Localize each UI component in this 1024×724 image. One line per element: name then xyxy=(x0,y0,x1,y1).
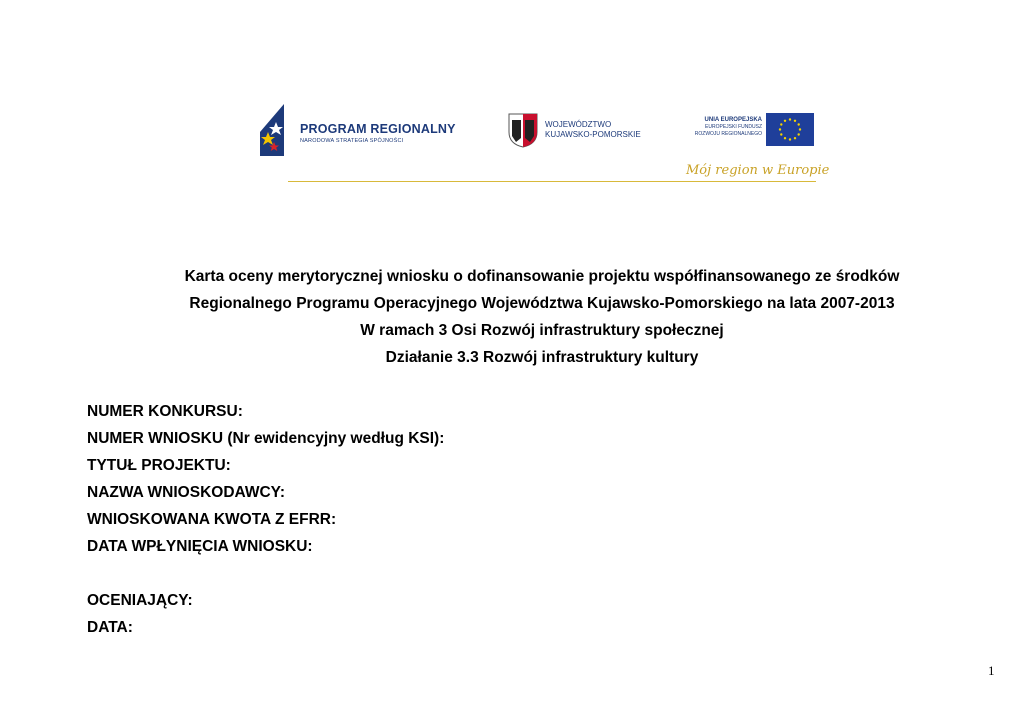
competition-number-label: NUMER KONKURSU: xyxy=(87,403,243,420)
program-title: PROGRAM REGIONALNY xyxy=(300,122,456,136)
applicant-name-label: NAZWA WNIOSKODAWCY: xyxy=(87,484,286,501)
header-divider xyxy=(288,181,816,182)
eu-line1: UNIA EUROPEJSKA xyxy=(704,117,762,123)
program-subtitle: NARODOWA STRATEGIA SPÓJNOŚCI xyxy=(300,138,404,144)
evaluator-label: OCENIAJĄCY: xyxy=(87,592,193,609)
title-line-4: Działanie 3.3 Rozwój infrastruktury kultury xyxy=(385,349,699,366)
receipt-date-label: DATA WPŁYNIĘCIA WNIOSKU: xyxy=(87,538,313,555)
coat-of-arms-icon xyxy=(507,112,539,148)
form-fields xyxy=(87,398,444,641)
title-line-3: W ramach 3 Osi Rozwój infrastruktury społecznej xyxy=(360,322,724,339)
title-line-1: Karta oceny merytorycznej wniosku o dofinansowanie projektu współfinansowanego ze środków xyxy=(184,268,900,285)
page-number: 1 xyxy=(988,663,995,678)
eu-text xyxy=(680,117,762,138)
eu-flag-icon xyxy=(766,113,814,146)
voivodeship-line2: KUJAWSKO-POMORSKIE xyxy=(545,130,641,139)
application-number-label: NUMER WNIOSKU (Nr ewidencyjny według KSI): xyxy=(87,430,445,447)
voivodeship-name xyxy=(545,120,641,140)
motto: Mój region w Europie xyxy=(686,163,830,178)
project-title-label: TYTUŁ PROJEKTU: xyxy=(87,457,231,474)
document-title xyxy=(80,263,1004,371)
voivodeship-line1: WOJEWÓDZTWO xyxy=(545,120,612,129)
requested-amount-label: WNIOSKOWANA KWOTA Z EFRR: xyxy=(87,511,337,528)
eu-line3: ROZWOJU REGIONALNEGO xyxy=(694,131,762,137)
eu-line2: EUROPEJSKI FUNDUSZ xyxy=(705,124,762,130)
title-line-2: Regionalnego Programu Operacyjnego Województwa Kujawsko-Pomorskiego na lata 2007-2013 xyxy=(189,295,895,312)
date-label: DATA: xyxy=(87,619,133,636)
spacer xyxy=(87,560,444,587)
